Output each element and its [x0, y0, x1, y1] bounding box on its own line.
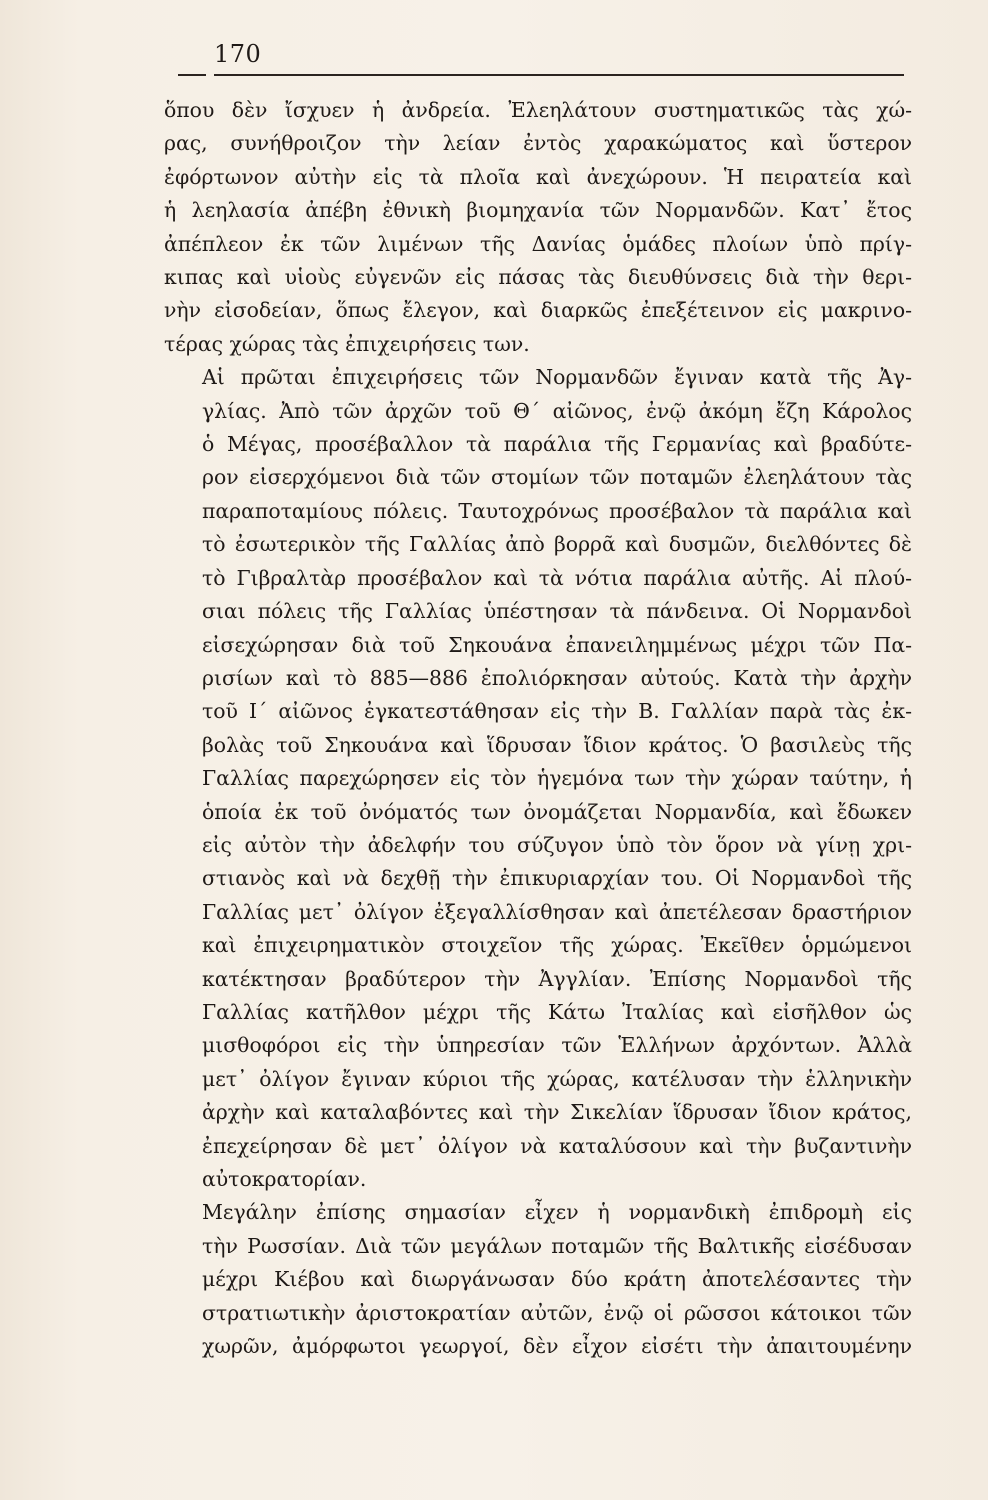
text-line: παραποταμίους πόλεις. Ταυτοχρόνως προσέβαλον τὰ παράλια καὶ [202, 498, 912, 523]
text-line: ὅπου δὲν ἴσχυεν ἡ ἀνδρεία. Ἐλεηλάτουν συστηματικῶς τὰς χώ- [164, 98, 912, 122]
text-line: ἡ λεηλασία ἀπέβη ἐθνικὴ βιομηχανία τῶν Νορμανδῶν. Κατ᾽ ἔτος [164, 198, 912, 223]
paragraph-1 [164, 94, 912, 361]
text-line: Γαλλίας παρεχώρησεν εἰς τὸν ἡγεμόνα των τὴν χώραν ταύτην, ἡ [202, 766, 912, 791]
paragraph-3 [164, 1196, 912, 1363]
text-line: ἐπεχείρησαν δὲ μετ᾽ ὀλίγον νὰ καταλύσουν καὶ τὴν βυζαντινὴν [202, 1133, 912, 1158]
text-line: ὁποία ἐκ τοῦ ὀνόματός των ὀνομάζεται Νορμανδία, καὶ ἔδωκεν [202, 799, 912, 824]
text-line: ὁ Μέγας, προσέβαλλον τὰ παράλια τῆς Γερμανίας καὶ βραδύτε- [202, 432, 912, 457]
text-line: μισθοφόροι εἰς τὴν ὑπηρεσίαν τῶν Ἑλλήνων ἀρχόντων. Ἀλλὰ [202, 1033, 912, 1058]
header-rule-left [178, 74, 206, 76]
text-line: Αἱ πρῶται ἐπιχειρήσεις τῶν Νορμανδῶν ἔγιναν κατὰ τῆς Ἀγ- [202, 365, 912, 390]
text-line: μέχρι Κιέβου καὶ διωργάνωσαν δύο κράτη ἀποτελέσαντες τὴν [202, 1267, 912, 1292]
text-line: ρον εἰσερχόμενοι διὰ τῶν στομίων τῶν ποταμῶν ἐλεηλάτουν τὰς [202, 465, 912, 490]
text-line: εἰς αὐτὸν τὴν ἀδελφήν του σύζυγον ὑπὸ τὸν ὅρον νὰ γίνῃ χρι- [202, 832, 912, 857]
paragraph-2 [164, 361, 912, 1196]
text-line: τὸ Γιβραλτὰρ προσέβαλον καὶ τὰ νότια παράλια αὐτῆς. Αἱ πλού- [202, 565, 912, 590]
text-line: στιανὸς καὶ νὰ δεχθῇ τὴν ἐπικυριαρχίαν του. Οἱ Νορμανδοὶ τῆς [202, 866, 912, 891]
text-line: Μεγάλην ἐπίσης σημασίαν εἶχεν ἡ νορμανδικὴ ἐπιδρομὴ εἰς [202, 1200, 912, 1225]
text-line: στρατιωτικὴν ἀριστοκρατίαν αὐτῶν, ἐνῷ οἱ ρῶσσοι κάτοικοι τῶν [202, 1300, 912, 1325]
text-line: βολὰς τοῦ Σηκουάνα καὶ ἵδρυσαν ἴδιον κράτος. Ὁ βασιλεὺς τῆς [202, 732, 912, 757]
text-line: ρας, συνήθροιζον τὴν λείαν ἐντὸς χαρακώματος καὶ ὕστερον [164, 131, 912, 156]
text-line: ἀρχὴν καὶ καταλαβόντες καὶ τὴν Σικελίαν ἵδρυσαν ἴδιον κράτος, [202, 1100, 912, 1125]
body-text [164, 94, 912, 1363]
text-line: ἐφόρτωνον αὐτὴν εἰς τὰ πλοῖα καὶ ἀνεχώρουν. Ἡ πειρατεία καὶ [164, 164, 912, 189]
text-line: νὴν εἰσοδείαν, ὅπως ἔλεγον, καὶ διαρκῶς ἐπεξέτεινον εἰς μακρινο- [164, 298, 912, 323]
text-line: γλίας. Ἀπὸ τῶν ἀρχῶν τοῦ Θ΄ αἰῶνος, ἐνῷ ἀκόμη ἔζη Κάρολος [202, 398, 912, 423]
text-line: κιπας καὶ υἱοὺς εὐγενῶν εἰς πάσας τὰς διευθύνσεις διὰ τὴν θερι- [164, 265, 912, 290]
text-line: χωρῶν, ἀμόρφωτοι γεωργοί, δὲν εἶχον εἰσέτι τὴν ἀπαιτουμένην [202, 1334, 912, 1359]
text-line: μετ᾽ ὀλίγον ἔγιναν κύριοι τῆς χώρας, κατέλυσαν τὴν ἑλληνικὴν [202, 1066, 912, 1091]
text-line: Γαλλίας κατῆλθον μέχρι τῆς Κάτω Ἰταλίας καὶ εἰσῆλθον ὡς [202, 999, 912, 1024]
text-line: ἀπέπλεον ἐκ τῶν λιμένων τῆς Δανίας ὁμάδες πλοίων ὑπὸ πρίγ- [164, 231, 912, 256]
text-line: σιαι πόλεις τῆς Γαλλίας ὑπέστησαν τὰ πάνδεινα. Οἱ Νορμανδοὶ [202, 599, 912, 624]
text-line: αὐτοκρατορίαν. [202, 1167, 367, 1191]
text-line: τοῦ Ι΄ αἰῶνος ἐγκατεστάθησαν εἰς τὴν Β. Γαλλίαν παρὰ τὰς ἐκ- [202, 699, 912, 724]
text-line: τέρας χώρας τὰς ἐπιχειρήσεις των. [164, 331, 530, 356]
text-line: τὴν Ρωσσίαν. Διὰ τῶν μεγάλων ποταμῶν τῆς Βαλτικῆς εἰσέδυσαν [202, 1233, 912, 1258]
text-line: εἰσεχώρησαν διὰ τοῦ Σηκουάνα ἐπανειλημμένως μέχρι τῶν Πα- [202, 632, 912, 657]
text-line: ρισίων καὶ τὸ 885—886 ἐπολιόρκησαν αὐτούς. Κατὰ τὴν ἀρχὴν [202, 665, 912, 690]
text-line: κατέκτησαν βραδύτερον τὴν Ἀγγλίαν. Ἐπίσης Νορμανδοὶ τῆς [202, 966, 912, 991]
text-line: τὸ ἐσωτερικὸν τῆς Γαλλίας ἀπὸ βορρᾶ καὶ δυσμῶν, διελθόντες δὲ [202, 532, 912, 557]
text-line: Γαλλίας μετ᾽ ὀλίγον ἐξεγαλλίσθησαν καὶ ἀπετέλεσαν δραστήριον [202, 899, 912, 924]
page-number: 170 [214, 40, 262, 68]
text-line: καὶ ἐπιχειρηματικὸν στοιχεῖον τῆς χώρας. Ἐκεῖθεν ὁρμώμενοι [202, 933, 912, 958]
header-rule [214, 74, 904, 76]
